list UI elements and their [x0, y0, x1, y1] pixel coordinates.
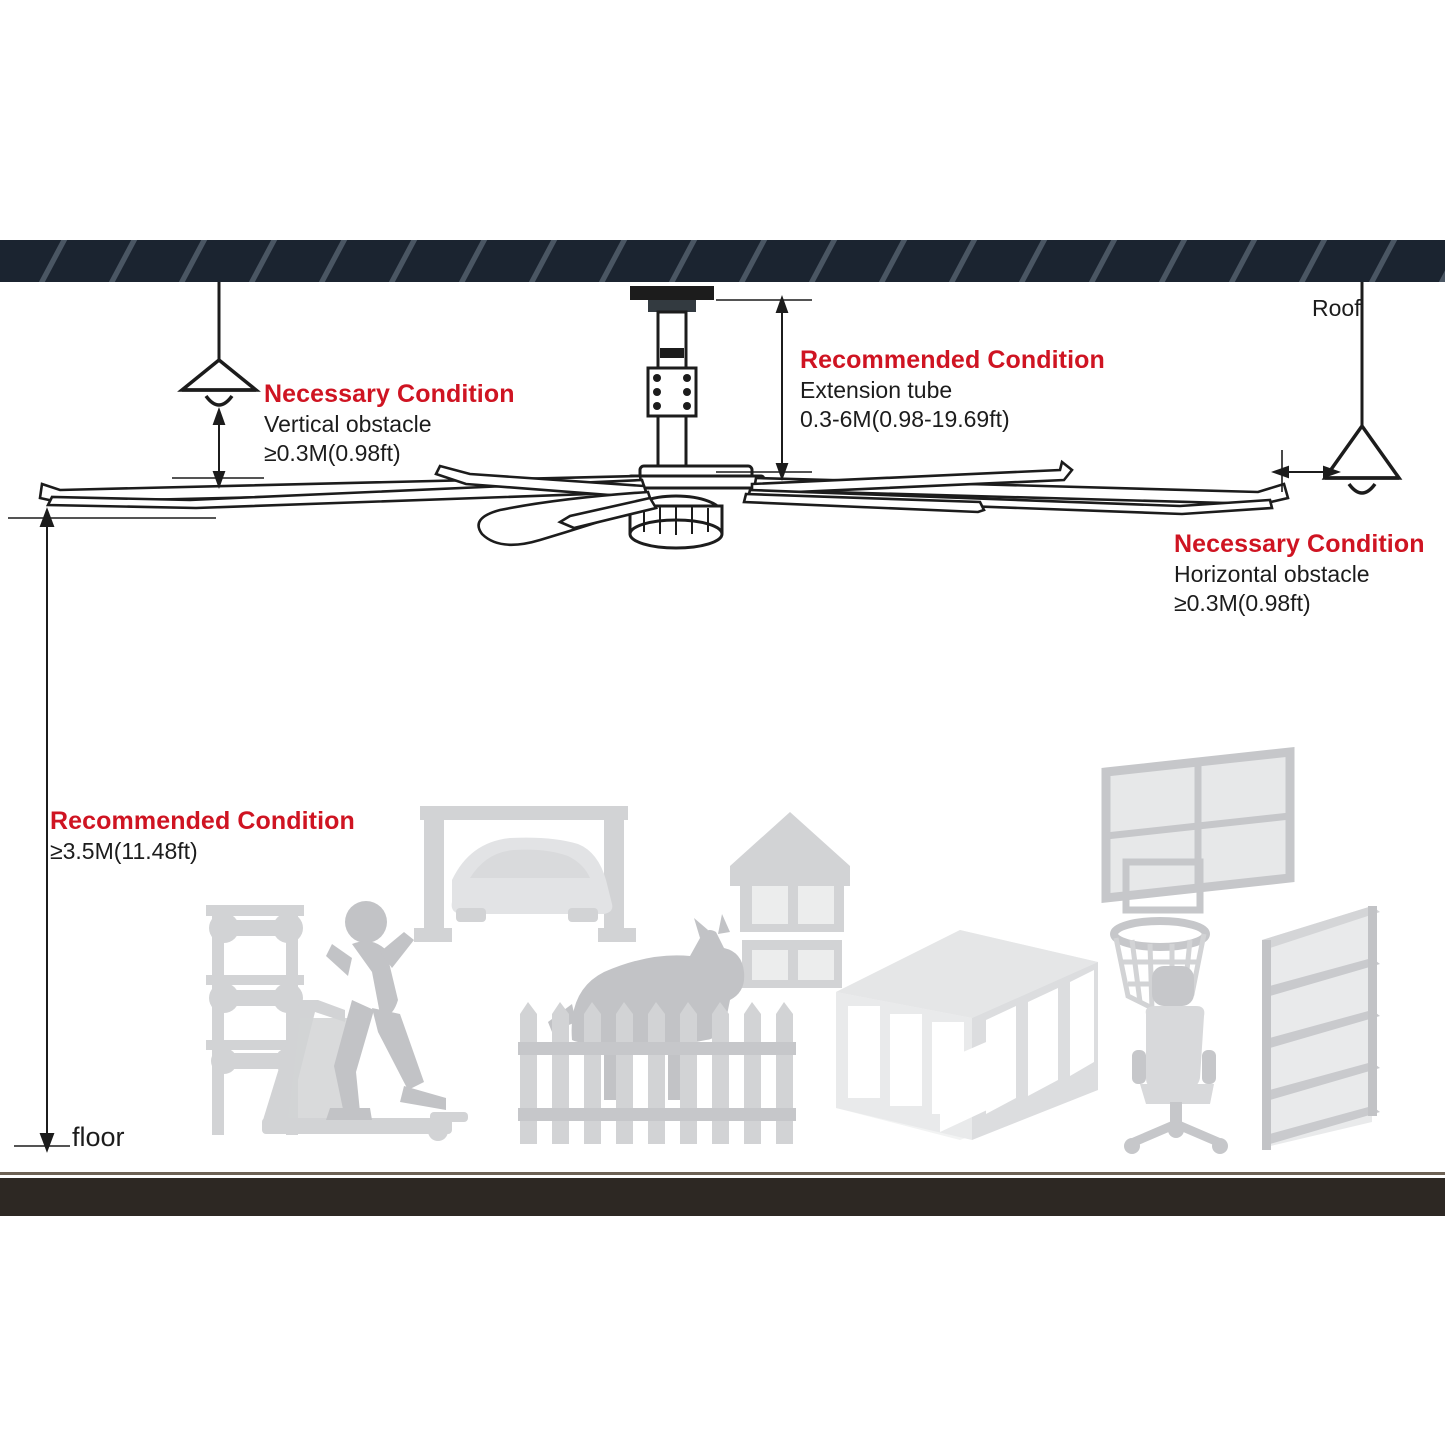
warehouse-room-icon	[836, 930, 1098, 1140]
horse-fence-icon	[518, 1002, 796, 1144]
label-roof: Roof	[1312, 295, 1361, 321]
car-icon	[452, 838, 613, 914]
label-vertical-obstacle-heading: Necessary Condition	[264, 380, 515, 408]
label-vertical-obstacle-line2: ≥0.3M(0.98ft)	[264, 440, 401, 467]
pendant-lamp-left-icon	[182, 282, 256, 405]
shelving-rack-icon	[1262, 906, 1380, 1150]
label-extension-tube-line2: 0.3-6M(0.98-19.69ft)	[800, 406, 1010, 433]
label-horizontal-obstacle-line2: ≥0.3M(0.98ft)	[1174, 590, 1311, 617]
label-horizontal-obstacle-heading: Necessary Condition	[1174, 530, 1425, 558]
label-horizontal-obstacle	[1174, 528, 1425, 619]
label-vertical-obstacle	[264, 378, 515, 469]
label-extension-tube-line1: Extension tube	[800, 377, 953, 403]
barn-icon	[730, 812, 850, 988]
label-extension-tube	[800, 344, 1105, 435]
label-extension-tube-heading: Recommended Condition	[800, 346, 1105, 374]
label-floor-clearance	[50, 805, 355, 866]
label-floor-clearance-heading: Recommended Condition	[50, 807, 355, 835]
label-floor: floor	[72, 1122, 125, 1152]
background-silhouettes	[206, 752, 1380, 1154]
label-floor-clearance-line1: ≥3.5M(11.48ft)	[50, 838, 198, 864]
label-vertical-obstacle-line1: Vertical obstacle	[264, 411, 432, 437]
label-horizontal-obstacle-line1: Horizontal obstacle	[1174, 561, 1370, 587]
